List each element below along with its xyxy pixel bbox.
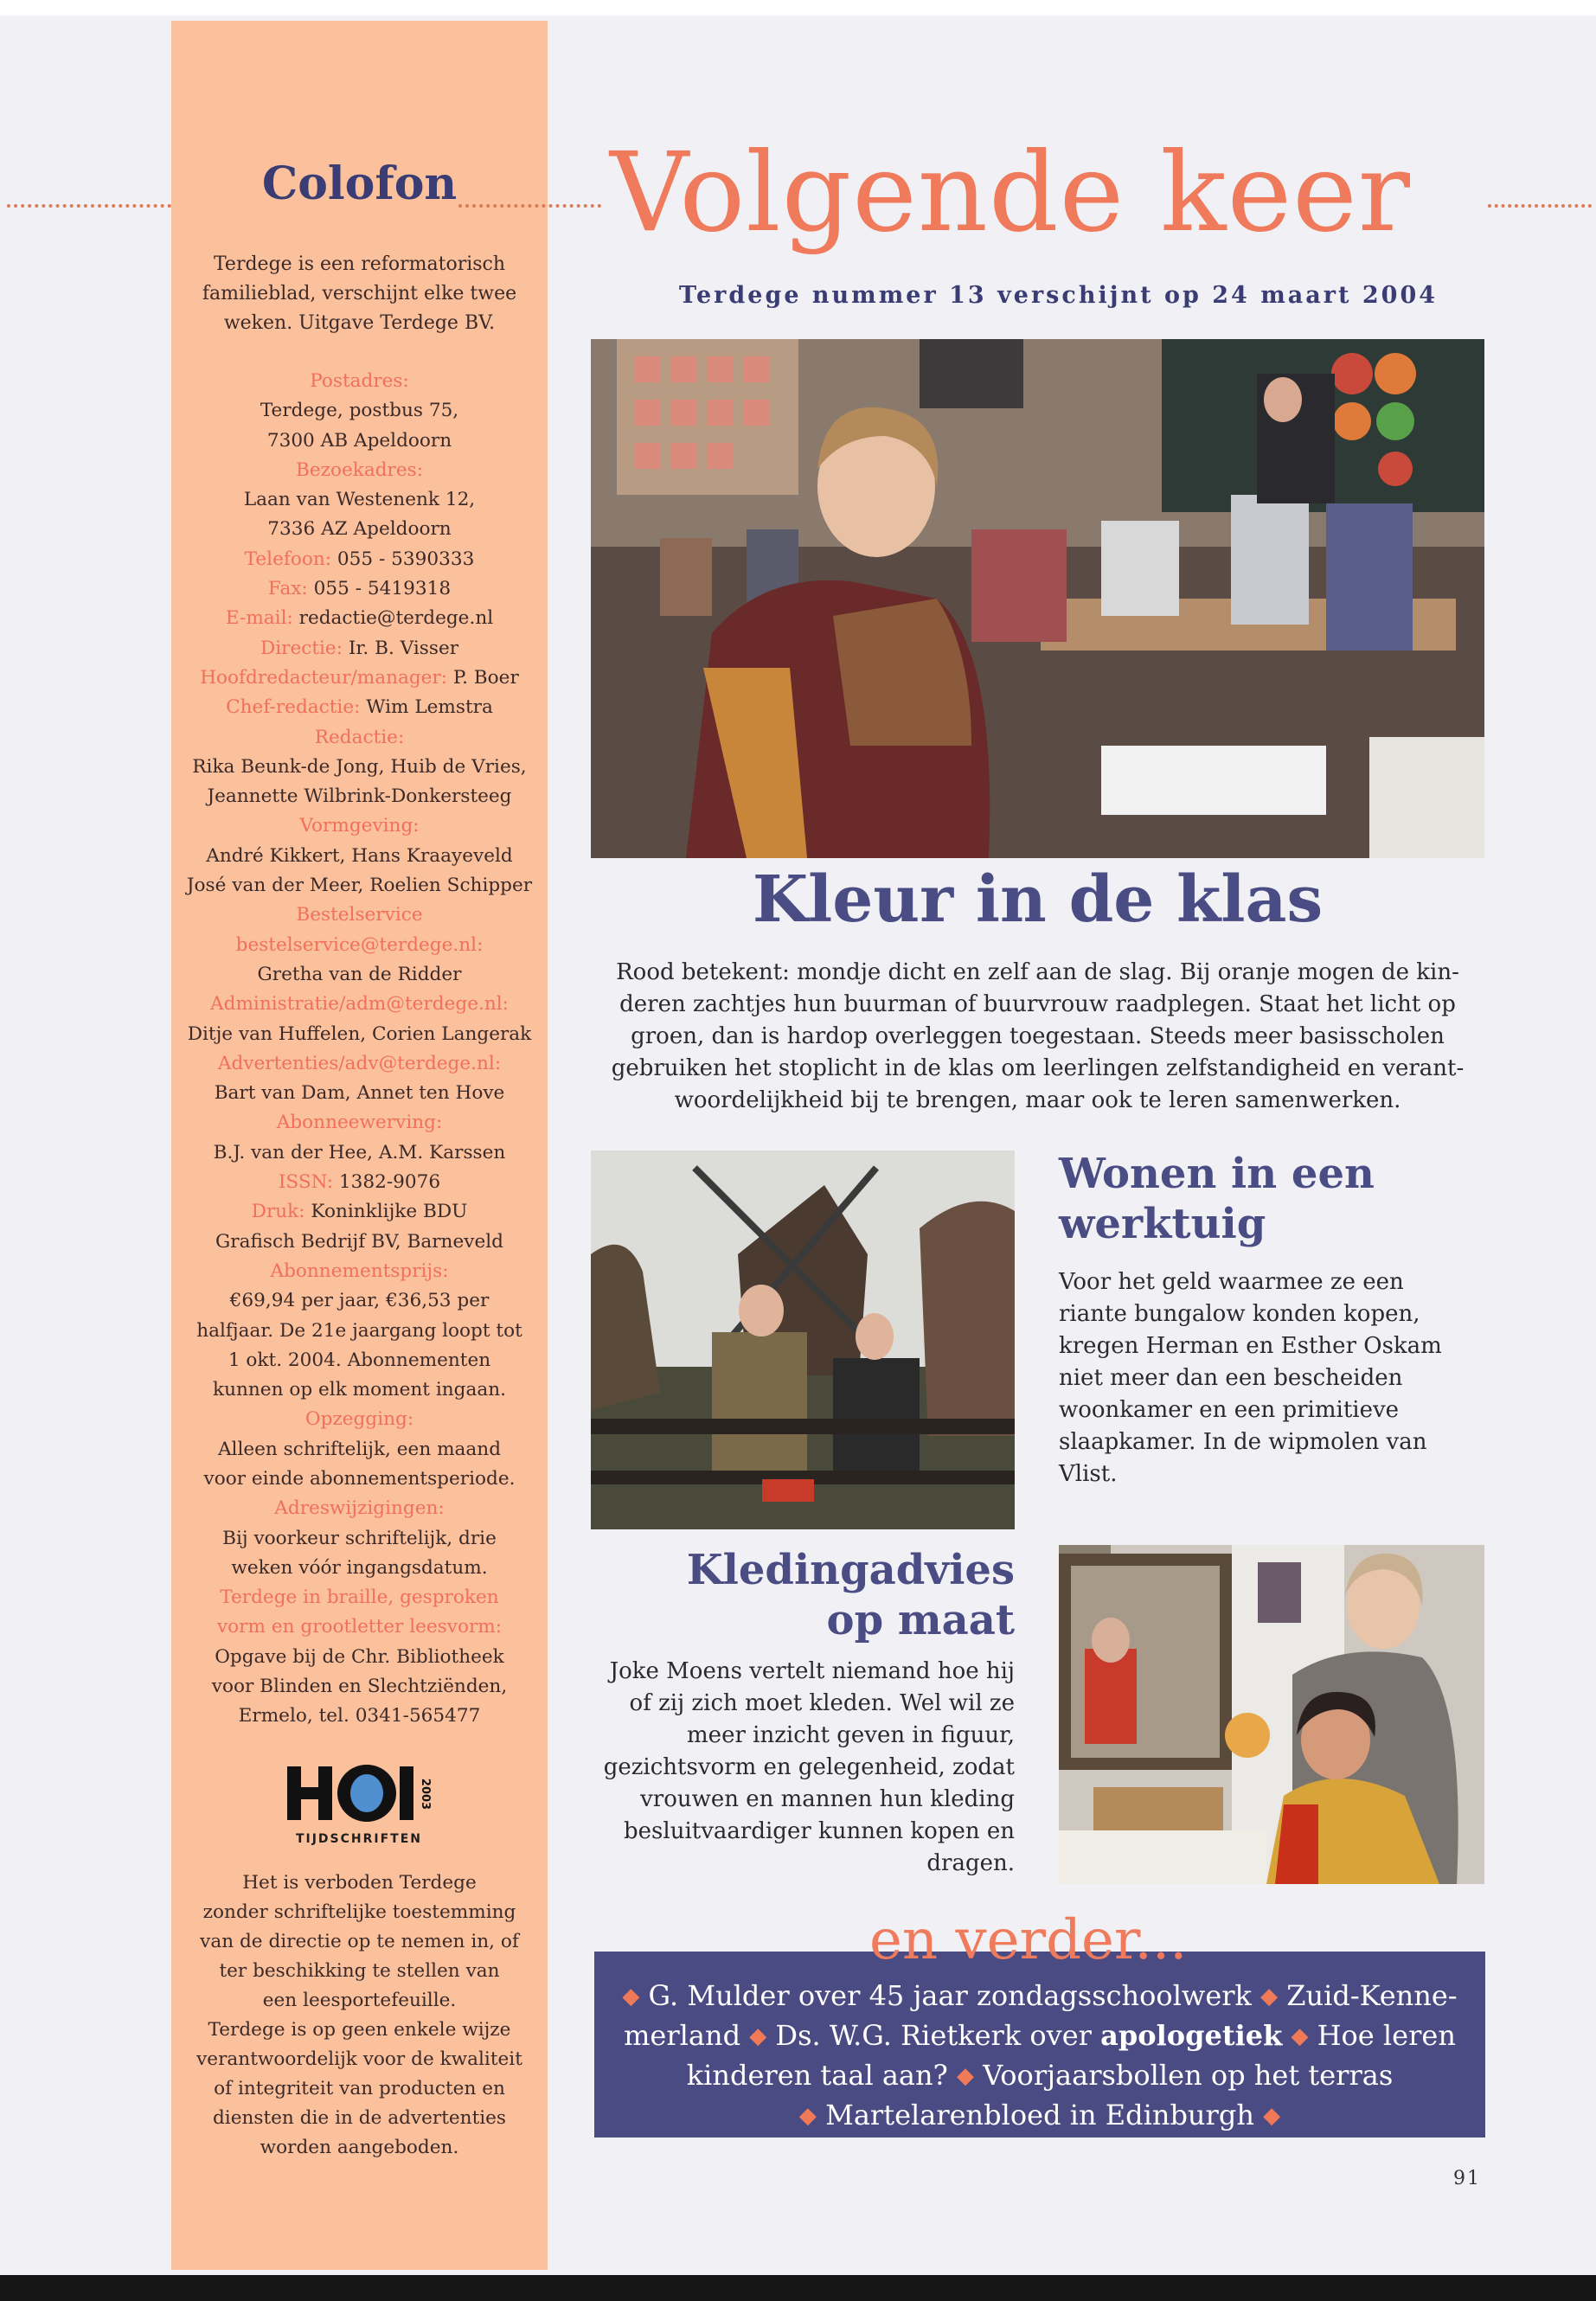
colofon-line (178, 960, 541, 990)
colofon-line (178, 723, 541, 753)
article-wonen-title-line: werktuig (1059, 1200, 1266, 1248)
colofon-label: Telefoon: (244, 548, 332, 570)
colofon-intro-line: weken. Uitgave Terdege BV. (223, 312, 496, 334)
colofon-line (178, 842, 541, 871)
logo-caption: TIJDSCHRIFTEN (295, 1832, 423, 1846)
colofon-line (178, 574, 541, 604)
colofon-line (178, 1049, 541, 1079)
page-title: Volgende keer (610, 129, 1411, 256)
article-kleding-title-line: op maat (826, 1596, 1015, 1644)
colofon-line (178, 1317, 541, 1346)
colofon-intro-line: Terdege is een reformatorisch (213, 253, 506, 275)
page-top-edge (0, 0, 1596, 16)
article-wonen-line: Vlist. (1059, 1461, 1118, 1487)
colofon-line (178, 456, 541, 485)
bullet-diamond-icon: ◆ (749, 2023, 767, 2049)
colofon-value: weken vóór ingangsdatum. (231, 1556, 488, 1579)
colofon-line (178, 990, 541, 1019)
colofon-line (178, 426, 541, 456)
en-verder-list (594, 1977, 1485, 2137)
article-wonen-line: riante bungalow konden kopen, (1059, 1301, 1420, 1327)
colofon-line (178, 1168, 541, 1197)
en-verder-item: merland (624, 2019, 741, 2052)
colofon-value: P. Boer (447, 666, 519, 689)
article-wonen-line: slaapkamer. In de wipmolen van (1059, 1429, 1427, 1455)
colofon-label: E-mail: (225, 607, 293, 630)
colofon-value: €69,94 per jaar, €36,53 per (229, 1290, 490, 1312)
colofon-disclaimer-line: van de directie op te nemen in, of (200, 1931, 519, 1952)
article-kleding-line: of zij zich moet kleden. Wel wil ze (629, 1690, 1015, 1716)
colofon-label: vorm en grootletter leesvorm: (216, 1616, 503, 1638)
article-wonen-line: niet meer dan een bescheiden (1059, 1365, 1403, 1391)
en-verder-line (594, 2057, 1485, 2097)
colofon-line (178, 515, 541, 544)
bullet-diamond-icon: ◆ (1260, 1984, 1279, 2009)
colofon-value: Opgave bij de Chr. Bibliotheek (215, 1645, 504, 1668)
colofon-disclaimer (183, 1868, 535, 2163)
colofon-label: Bezoekadres: (295, 458, 424, 481)
hoi-logo (277, 1759, 441, 1855)
colofon-line (178, 1108, 541, 1138)
colofon-label: Opzegging: (304, 1408, 414, 1431)
en-verder-item: Voorjaarsbollen op het terras (983, 2059, 1394, 2092)
colofon-value: Rika Beunk-de Jong, Huib de Vries, (192, 755, 527, 778)
colofon-label: Bestelservice (296, 904, 423, 926)
colofon-line (178, 1702, 541, 1731)
colofon-line (178, 1405, 541, 1434)
bullet-diamond-icon: ◆ (798, 2103, 817, 2129)
colofon-value: Ir. B. Visser (343, 637, 459, 659)
en-verder-item: Hoe leren (1317, 2019, 1456, 2052)
en-verder-box (594, 1952, 1485, 2138)
colofon-details (178, 367, 541, 1732)
en-verder-item: Ds. W.G. Rietkerk over (775, 2019, 1092, 2052)
colofon-disclaimer-line: zonder schriftelijke toestemming (202, 1901, 516, 1923)
colofon-value: voor einde abonnementsperiode. (203, 1467, 516, 1490)
magazine-page (0, 16, 1596, 2275)
clothing-advice-photo (1059, 1545, 1484, 1884)
colofon-label: Directie: (260, 637, 343, 659)
colofon-label: Chef-redactie: (226, 696, 361, 719)
colofon-line (178, 545, 541, 574)
en-verder-line (594, 1977, 1485, 2017)
en-verder-title: en verder... (869, 1908, 1188, 1972)
bullet-diamond-icon: ◆ (622, 1984, 640, 2009)
bullet-diamond-icon: ◆ (1291, 2023, 1309, 2049)
colofon-line (178, 1257, 541, 1286)
article-wonen-line: kregen Herman en Esther Oskam (1059, 1333, 1442, 1359)
colofon-line (178, 901, 541, 930)
article-kleding-line: besluitvaardiger kunnen kopen en (624, 1818, 1015, 1844)
colofon-column (171, 21, 548, 2270)
colofon-label: Abonnementsprijs: (270, 1259, 449, 1282)
article-kleur-line: woordelijkheid bij te brengen, maar ook te leren samenwerken. (674, 1087, 1401, 1113)
article-kleding-title-line: Kledingadvies (686, 1546, 1015, 1594)
colofon-label: Vormgeving: (299, 815, 420, 837)
colofon-value: kunnen op elk moment ingaan. (212, 1379, 506, 1401)
bullet-diamond-icon: ◆ (956, 2063, 974, 2089)
colofon-line (178, 1079, 541, 1108)
colofon-value: 055 - 5390333 (331, 548, 475, 570)
colofon-value: Laan van Westenenk 12, (243, 489, 476, 511)
colofon-line (178, 871, 541, 901)
colofon-value: Terdege, postbus 75, (260, 400, 459, 422)
article-kleding-body (591, 1656, 1015, 1880)
colofon-line (178, 1375, 541, 1405)
windmill-photo (591, 1150, 1015, 1529)
colofon-line (178, 485, 541, 515)
colofon-disclaimer-line: Terdege is op geen enkele wijze (208, 2019, 511, 2041)
colofon-disclaimer-line: een leesportefeuille. (262, 1990, 457, 2011)
colofon-intro-line: familieblad, verschijnt elke twee (202, 283, 517, 304)
colofon-value: Ermelo, tel. 0341-565477 (238, 1705, 481, 1727)
colofon-title: Colofon (261, 157, 458, 210)
en-verder-item: kinderen taal aan? (686, 2059, 948, 2092)
colofon-value: redactie@terdege.nl (292, 607, 494, 630)
dotted-rule (458, 204, 601, 208)
colofon-line (178, 1020, 541, 1049)
article-wonen-line: Voor het geld waarmee ze een (1059, 1269, 1404, 1295)
en-verder-line (594, 2097, 1485, 2137)
colofon-value: Koninklijke BDU (304, 1201, 468, 1223)
colofon-value: Bart van Dam, Annet ten Hove (214, 1082, 505, 1105)
colofon-value: Jeannette Wilbrink-Donkersteeg (207, 785, 512, 808)
colofon-line (178, 782, 541, 811)
colofon-value: Bij voorkeur schriftelijk, drie (222, 1527, 497, 1549)
dotted-rule (1488, 204, 1592, 208)
colofon-label: bestelservice@terdege.nl: (235, 933, 484, 956)
colofon-value: 7336 AZ Apeldoorn (267, 518, 452, 541)
colofon-line (178, 396, 541, 426)
article-kleur-line: groen, dan is hardop overleggen toegestaan. Steeds meer basisscholen (631, 1023, 1445, 1049)
colofon-disclaimer-line: diensten die in de advertenties (212, 2107, 507, 2129)
colofon-value: 1382-9076 (333, 1171, 441, 1194)
article-kleur-line: deren zachtjes hun buurman of buurvrouw raadplegen. Staat het licht op (619, 991, 1456, 1017)
colofon-disclaimer-line: verantwoordelijk voor de kwaliteit (196, 2048, 522, 2070)
colofon-value: André Kikkert, Hans Kraayeveld (206, 844, 513, 867)
article-wonen-body (1059, 1266, 1474, 1490)
colofon-value: 7300 AB Apeldoorn (266, 429, 452, 452)
colofon-line (178, 604, 541, 633)
colofon-label: Fax: (267, 578, 308, 600)
colofon-disclaimer-line: Het is verboden Terdege (242, 1872, 477, 1894)
colofon-line (178, 1346, 541, 1375)
colofon-value: B.J. van der Hee, A.M. Karssen (213, 1141, 506, 1163)
colofon-value: Alleen schriftelijk, een maand (217, 1438, 502, 1460)
logo-year: 2003 (419, 1778, 432, 1811)
issue-subtitle: Terdege nummer 13 verschijnt op 24 maart 2004 (679, 282, 1439, 309)
colofon-label: ISSN: (278, 1171, 334, 1194)
colofon-value: Wim Lemstra (360, 696, 493, 719)
colofon-line (178, 634, 541, 663)
colofon-line (178, 931, 541, 960)
colofon-line (178, 1643, 541, 1672)
colofon-label: Druk: (251, 1201, 305, 1223)
colofon-label: Postadres: (310, 370, 409, 392)
article-kleding-line: Joke Moens vertelt niemand hoe hij (609, 1658, 1015, 1684)
en-verder-item: Martelarenbloed in Edinburgh (825, 2099, 1254, 2131)
colofon-line (178, 1672, 541, 1702)
article-kleur-body (591, 957, 1484, 1117)
colofon-line (178, 367, 541, 396)
colofon-label: Terdege in braille, gesproken (220, 1586, 499, 1609)
article-kleding-line: vrouwen en mannen hun kleding (640, 1786, 1015, 1812)
classroom-photo (591, 339, 1484, 858)
colofon-disclaimer-line: ter beschikking te stellen van (219, 1960, 500, 1982)
colofon-line (178, 1435, 541, 1465)
colofon-line (178, 1524, 541, 1554)
en-verder-item: G. Mulder over 45 jaar zondagsschoolwerk (648, 1979, 1252, 2012)
colofon-value: José van der Meer, Roelien Schipper (186, 875, 533, 897)
colofon-label: Adreswijzigingen: (274, 1497, 445, 1520)
article-kleur-line: gebruiken het stoplicht in de klas om leerlingen zelfstandigheid en verant- (611, 1055, 1465, 1081)
colofon-line (178, 1197, 541, 1227)
bullet-diamond-icon: ◆ (1263, 2103, 1281, 2129)
article-kleding-line: gezichtsvorm en gelegenheid, zodat (603, 1754, 1015, 1780)
colofon-value: halfjaar. De 21e jaargang loopt tot (196, 1319, 522, 1342)
dotted-rule (7, 204, 171, 208)
colofon-line (178, 811, 541, 841)
page-number: 91 (1453, 2168, 1481, 2189)
colofon-disclaimer-line: worden aangeboden. (260, 2137, 459, 2158)
colofon-value: Grafisch Bedrijf BV, Barneveld (215, 1230, 503, 1253)
colofon-line (178, 693, 541, 722)
colofon-line (178, 753, 541, 782)
colofon-line (178, 1494, 541, 1523)
article-wonen-title (1059, 1149, 1375, 1249)
article-kleding-line: meer inzicht geven in figuur, (687, 1722, 1015, 1748)
colofon-value: 1 okt. 2004. Abonnementen (228, 1349, 491, 1371)
article-wonen-line: woonkamer en een primitieve (1059, 1397, 1400, 1423)
article-kleur-line: Rood betekent: mondje dicht en zelf aan de slag. Bij oranje mogen de kin- (616, 959, 1459, 985)
colofon-intro (183, 250, 535, 338)
colofon-line (178, 1286, 541, 1316)
colofon-label: Administratie/adm@terdege.nl: (210, 993, 509, 1016)
colofon-disclaimer-line: of integriteit van producten en (214, 2078, 505, 2099)
colofon-label: Advertenties/adv@terdege.nl: (217, 1052, 502, 1074)
en-verder-item: Zuid-Kenne- (1286, 1979, 1458, 2012)
colofon-line (178, 1612, 541, 1642)
en-verder-line (594, 2017, 1485, 2057)
en-verder-item-emphasis: apologetiek (1100, 2019, 1283, 2052)
article-wonen-title-line: Wonen in een (1059, 1150, 1375, 1198)
colofon-value: voor Blinden en Slechtziënden, (211, 1676, 508, 1698)
colofon-value: 055 - 5419318 (307, 578, 452, 600)
colofon-label: Abonneewerving: (276, 1112, 443, 1134)
colofon-line (178, 1554, 541, 1583)
colofon-value: Gretha van de Ridder (257, 963, 462, 985)
article-kleur-title: Kleur in de klas (752, 862, 1324, 937)
colofon-line (178, 663, 541, 693)
colofon-line (178, 1138, 541, 1168)
colofon-line (178, 1583, 541, 1612)
colofon-line (178, 1227, 541, 1257)
page-bottom-edge (0, 2275, 1596, 2301)
colofon-value: Ditje van Huffelen, Corien Langerak (187, 1022, 532, 1045)
colofon-label: Hoofdredacteur/manager: (200, 666, 448, 689)
colofon-line (178, 1465, 541, 1494)
article-kleding-title (591, 1545, 1015, 1645)
hoi-logo-mark (277, 1759, 441, 1829)
colofon-label: Redactie: (314, 726, 405, 748)
article-kleding-line: dragen. (926, 1850, 1015, 1876)
